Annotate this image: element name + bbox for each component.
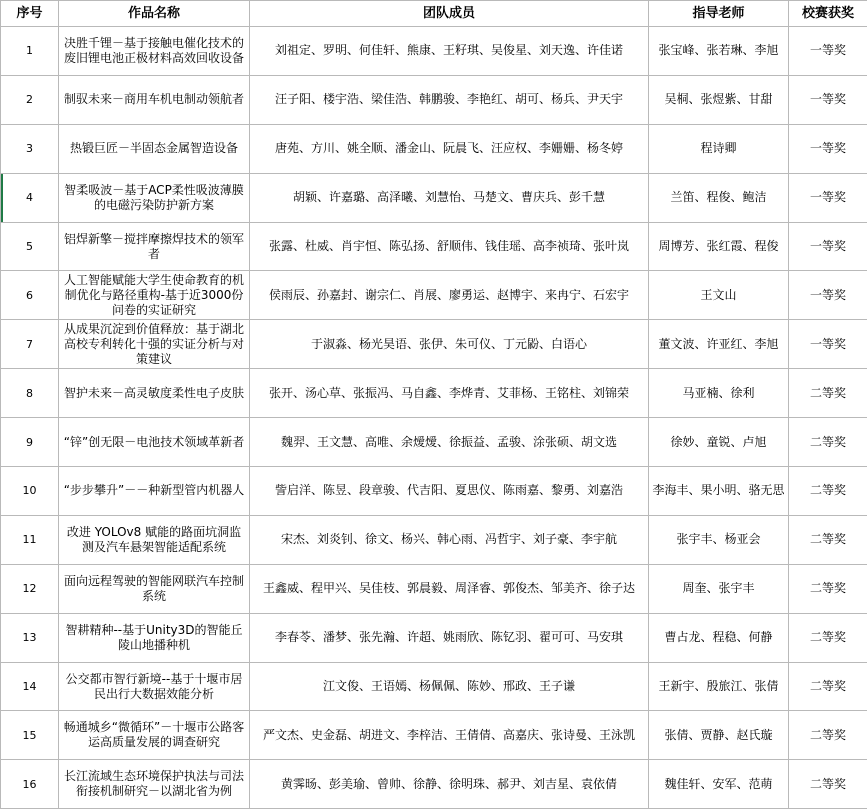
cell-advisor[interactable]: 周奎、张宇丰 <box>649 564 789 613</box>
cell-title[interactable]: 智耕精种--基于Unity3D的智能丘陵山地播种机 <box>59 613 250 662</box>
cell-no[interactable]: 14 <box>1 662 59 711</box>
cell-advisor[interactable]: 马亚楠、徐利 <box>649 369 789 418</box>
cell-no[interactable]: 5 <box>1 222 59 271</box>
cell-award[interactable]: 一等奖 <box>789 271 867 320</box>
cell-award[interactable]: 一等奖 <box>789 124 867 173</box>
cell-advisor[interactable]: 张宇丰、杨亚会 <box>649 515 789 564</box>
header-team[interactable]: 团队成员 <box>250 1 649 27</box>
table-row <box>1 222 867 271</box>
cell-advisor[interactable]: 徐妙、童锐、卢旭 <box>649 418 789 467</box>
header-advisor[interactable]: 指导老师 <box>649 1 789 27</box>
header-title[interactable]: 作品名称 <box>59 1 250 27</box>
cell-no[interactable]: 7 <box>1 320 59 369</box>
table-row <box>1 75 867 124</box>
table-row <box>1 418 867 467</box>
cell-title[interactable]: 制驭未来－商用车机电制动领航者 <box>59 75 250 124</box>
cell-team[interactable]: 张开、汤心草、张振冯、马自鑫、李烨青、艾菲杨、王铭柱、刘锦荣 <box>250 369 649 418</box>
cell-title[interactable]: 畅通城乡“微循环”－十堰市公路客运高质量发展的调查研究 <box>59 711 250 760</box>
cell-no[interactable]: 4 <box>1 173 59 222</box>
cell-award[interactable]: 一等奖 <box>789 222 867 271</box>
table-row <box>1 711 867 760</box>
cell-team[interactable]: 汪子阳、楼宇浩、梁佳浩、韩鹏骏、李艳红、胡可、杨兵、尹天宇 <box>250 75 649 124</box>
cell-team[interactable]: 胡颖、许嘉璐、高泽曦、刘慧怡、马楚文、曹庆兵、彭千慧 <box>250 173 649 222</box>
cell-advisor[interactable]: 王新宇、殷旅江、张倩 <box>649 662 789 711</box>
cell-team[interactable]: 魏羿、王文慧、高唯、余燰燰、徐振益、孟骏、涂张硕、胡文选 <box>250 418 649 467</box>
table-row <box>1 564 867 613</box>
cell-advisor[interactable]: 兰笛、程俊、鲍洁 <box>649 173 789 222</box>
cell-advisor[interactable]: 李海丰、果小明、骆无思 <box>649 467 789 516</box>
cell-title[interactable]: 热锻巨匠－半固态金属智造设备 <box>59 124 250 173</box>
cell-award[interactable]: 一等奖 <box>789 173 867 222</box>
cell-award[interactable]: 一等奖 <box>789 75 867 124</box>
cell-advisor[interactable]: 吴桐、张煜紫、甘甜 <box>649 75 789 124</box>
cell-advisor[interactable]: 程诗卿 <box>649 124 789 173</box>
cell-title[interactable]: 决胜千锂－基于接触电催化技术的废旧锂电池正极材料高效回收设备 <box>59 27 250 76</box>
cell-team[interactable]: 严文杰、史金磊、胡进文、李梓洁、王倩倩、高嘉庆、张诗曼、王泳凯 <box>250 711 649 760</box>
cell-title[interactable]: 铝焊新擎－搅拌摩擦焊技术的领军者 <box>59 222 250 271</box>
cell-team[interactable]: 侯雨辰、孙嘉封、谢宗仁、肖展、廖勇运、赵博宇、来冉宁、石宏宇 <box>250 271 649 320</box>
cell-no[interactable]: 9 <box>1 418 59 467</box>
cell-team[interactable]: 张露、杜威、肖宇恒、陈弘扬、舒顺伟、钱佳瑶、高李祯琦、张叶岚 <box>250 222 649 271</box>
cell-no[interactable]: 12 <box>1 564 59 613</box>
cell-advisor[interactable]: 张倩、贾静、赵氏璇 <box>649 711 789 760</box>
table-row <box>1 27 867 76</box>
cell-title[interactable]: “锌”创无限－电池技术领域革新者 <box>59 418 250 467</box>
header-award[interactable]: 校赛获奖 <box>789 1 867 27</box>
cell-title[interactable]: 改进 YOLOv8 赋能的路面坑洞监测及汽车悬架智能适配系统 <box>59 515 250 564</box>
table-row <box>1 320 867 369</box>
table-row <box>1 662 867 711</box>
cell-advisor[interactable]: 王文山 <box>649 271 789 320</box>
cell-award[interactable]: 二等奖 <box>789 564 867 613</box>
cell-award[interactable]: 二等奖 <box>789 760 867 809</box>
cell-award[interactable]: 二等奖 <box>789 369 867 418</box>
cell-team[interactable]: 李春苓、潘梦、张先瀚、许超、姚雨欣、陈钇羽、翟可可、马安琪 <box>250 613 649 662</box>
table-body <box>1 27 867 809</box>
cell-award[interactable]: 二等奖 <box>789 515 867 564</box>
cell-no[interactable]: 1 <box>1 27 59 76</box>
cell-award[interactable]: 二等奖 <box>789 418 867 467</box>
table-row <box>1 271 867 320</box>
table-row <box>1 760 867 809</box>
cell-title[interactable]: 人工智能赋能大学生使命教育的机制优化与路径重构-基于近3000份问卷的实证研究 <box>59 271 250 320</box>
cell-team[interactable]: 宋杰、刘炎钊、徐文、杨兴、韩心雨、冯哲宇、刘子豪、李宇航 <box>250 515 649 564</box>
cell-award[interactable]: 二等奖 <box>789 467 867 516</box>
table-row <box>1 613 867 662</box>
cell-no[interactable]: 10 <box>1 467 59 516</box>
cell-title[interactable]: 公交都市智行新境--基于十堰市居民出行大数据效能分析 <box>59 662 250 711</box>
table-row <box>1 467 867 516</box>
cell-team[interactable]: 訾启洋、陈昱、段章骏、代吉阳、夏思仪、陈雨嘉、黎勇、刘嘉浩 <box>250 467 649 516</box>
cell-no[interactable]: 13 <box>1 613 59 662</box>
cell-title[interactable]: 智柔吸波－基于ACP柔性吸波薄膜的电磁污染防护新方案 <box>59 173 250 222</box>
cell-title[interactable]: “步步攀升”－－种新型管内机器人 <box>59 467 250 516</box>
cell-no[interactable]: 11 <box>1 515 59 564</box>
cell-advisor[interactable]: 董文波、许亚红、李旭 <box>649 320 789 369</box>
cell-team[interactable]: 王鑫威、程甲兴、吴佳枝、郭晨毅、周泽睿、郭俊杰、邹美齐、徐子达 <box>250 564 649 613</box>
table-row <box>1 369 867 418</box>
cell-award[interactable]: 一等奖 <box>789 320 867 369</box>
cell-title[interactable]: 智护未来－高灵敏度柔性电子皮肤 <box>59 369 250 418</box>
header-row <box>1 1 867 27</box>
cell-title[interactable]: 面向远程驾驶的智能网联汽车控制系统 <box>59 564 250 613</box>
cell-no[interactable]: 16 <box>1 760 59 809</box>
cell-title[interactable]: 从成果沉淀到价值释放：基于湖北高校专利转化十强的实证分析与对策建议 <box>59 320 250 369</box>
cell-no[interactable]: 3 <box>1 124 59 173</box>
cell-advisor[interactable]: 张宝峰、张若琳、李旭 <box>649 27 789 76</box>
cell-title[interactable]: 长江流域生态环境保护执法与司法衔接机制研究－以湖北省为例 <box>59 760 250 809</box>
cell-award[interactable]: 一等奖 <box>789 27 867 76</box>
cell-no[interactable]: 15 <box>1 711 59 760</box>
table-row <box>1 124 867 173</box>
cell-team[interactable]: 江文俊、王语嫣、杨佩佩、陈妙、邢政、王子谦 <box>250 662 649 711</box>
table-row <box>1 515 867 564</box>
cell-advisor[interactable]: 魏佳轩、安军、范萌 <box>649 760 789 809</box>
cell-award[interactable]: 二等奖 <box>789 711 867 760</box>
cell-team[interactable]: 唐苑、方川、姚全顺、潘金山、阮晨飞、汪应权、李姗姗、杨冬婷 <box>250 124 649 173</box>
cell-advisor[interactable]: 曹占龙、程稳、何静 <box>649 613 789 662</box>
cell-no[interactable]: 8 <box>1 369 59 418</box>
cell-team[interactable]: 黄霁旸、彭美瑜、曾帅、徐静、徐明珠、郝尹、刘吉星、袁依倩 <box>250 760 649 809</box>
cell-team[interactable]: 刘祖定、罗明、何佳轩、熊康、王籽琪、吴俊星、刘天逸、许佳诺 <box>250 27 649 76</box>
cell-team[interactable]: 于淑淼、杨光昊语、张伊、朱可仪、丁元鼢、白语心 <box>250 320 649 369</box>
table-row <box>1 173 867 222</box>
cell-no[interactable]: 2 <box>1 75 59 124</box>
cell-advisor[interactable]: 周博芳、张红霞、程俊 <box>649 222 789 271</box>
header-no[interactable]: 序号 <box>1 1 59 27</box>
cell-no[interactable]: 6 <box>1 271 59 320</box>
cell-award[interactable]: 二等奖 <box>789 662 867 711</box>
cell-award[interactable]: 二等奖 <box>789 613 867 662</box>
